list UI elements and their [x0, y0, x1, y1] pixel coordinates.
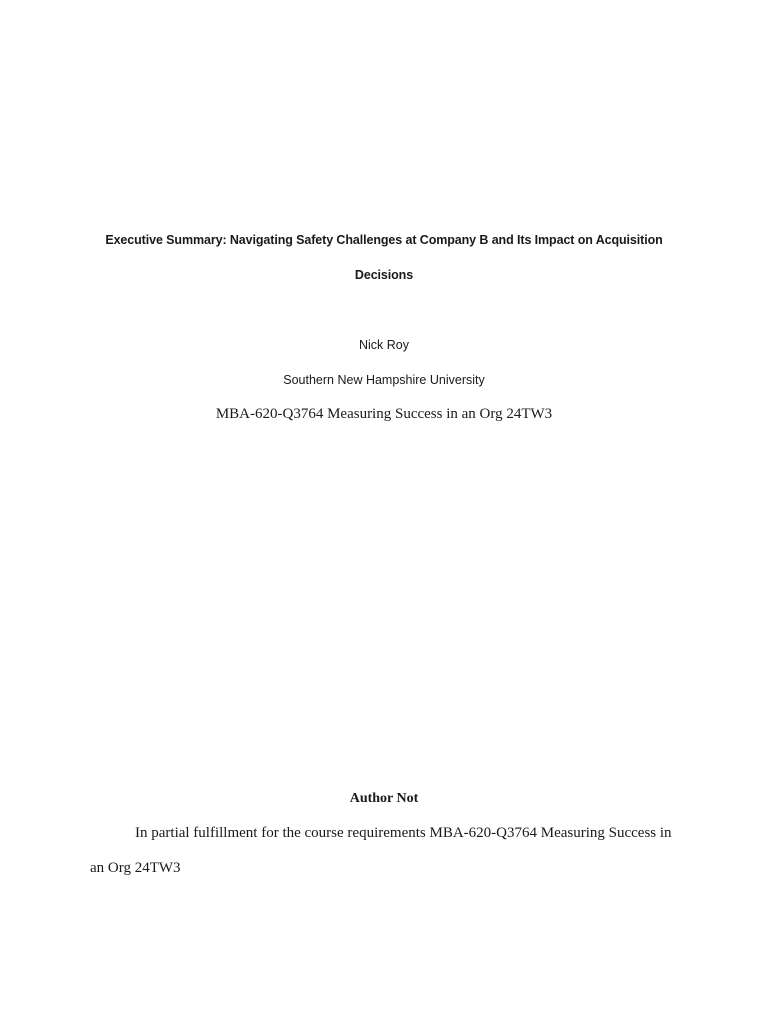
- author-note-heading: Author Not: [349, 791, 419, 806]
- document-title-line-1: Executive Summary: Navigating Safety Challenges at Company B and Its Impact on Acquisition: [105, 233, 663, 247]
- course-name: MBA-620-Q3764 Measuring Success in an Org 24TW3: [215, 406, 553, 422]
- author-note-paragraph-line-1: In partial fulfillment for the course requirements MBA-620-Q3764 Measuring Success in: [135, 825, 672, 841]
- author-note-paragraph-line-2: an Org 24TW3: [90, 860, 181, 876]
- document-title-line-2: Decisions: [354, 268, 414, 282]
- author-name: Nick Roy: [358, 338, 409, 352]
- institution-name: Southern New Hampshire University: [283, 373, 485, 387]
